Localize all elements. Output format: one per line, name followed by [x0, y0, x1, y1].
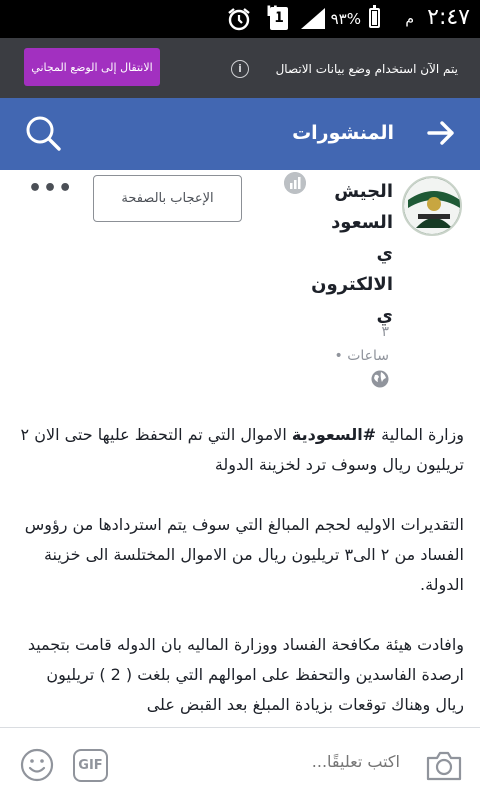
battery-percent: ٩٣%	[330, 10, 361, 28]
page-name-line: السعود	[331, 212, 393, 233]
app-header	[0, 98, 480, 170]
signal-icon	[301, 8, 325, 29]
avatar[interactable]	[402, 176, 462, 236]
page-name-line: ي	[376, 305, 393, 326]
post-timestamp[interactable]	[319, 320, 389, 368]
more-icon[interactable]: •••	[28, 176, 74, 201]
post-body	[18, 420, 464, 750]
battery-icon	[369, 8, 380, 28]
camera-icon[interactable]	[425, 748, 463, 782]
comment-bar	[0, 727, 480, 800]
gif-icon[interactable]: GIF	[73, 749, 108, 782]
page-title: المنشورات	[292, 122, 394, 144]
back-arrow-icon[interactable]	[426, 118, 456, 148]
comment-input[interactable]	[290, 752, 400, 771]
hashtag-link[interactable]: #السعودية	[291, 425, 377, 444]
avatar-emblem	[404, 178, 462, 236]
post-text: وزارة المالية	[376, 425, 464, 444]
emoji-icon[interactable]	[20, 748, 54, 782]
post-time-line: ساعات •	[334, 348, 389, 364]
alarm-icon	[226, 6, 252, 32]
page-name-line: الجيش	[334, 181, 393, 202]
data-mode-message: يتم الآن استخدام وضع بيانات الاتصال	[275, 62, 458, 76]
switch-to-free-mode-button[interactable]: الانتقال إلى الوضع المجاني	[24, 48, 160, 86]
data-mode-banner	[0, 38, 480, 98]
like-page-button[interactable]: الإعجاب بالصفحة	[93, 175, 242, 222]
page-name[interactable]	[305, 176, 393, 331]
status-bar	[0, 0, 480, 38]
post-paragraph	[18, 420, 464, 480]
post-text: الاموال التي تم التحفظ عليها حتى الان ٢ تريليون ريال وسوف ترد لخزينة الدولة	[20, 425, 464, 474]
globe-icon	[371, 370, 389, 388]
post-paragraph: وافادت هيئة مكافحة الفساد ووزارة الماليه بان الدوله قامت بتجميد ارصدة الفاسدين والتحفظ على اموالهم التي بلغت ( 2 ) تريليون ريال وهناك توقعات بزيادة المبلغ بعد القبض على	[27, 635, 464, 714]
search-icon[interactable]	[24, 114, 62, 152]
status-am-pm: م	[405, 11, 414, 27]
sim-slot-badge: 1	[270, 7, 288, 30]
info-icon[interactable]: i	[231, 60, 249, 78]
page-name-line: الالكترون	[311, 274, 393, 295]
page-name-line: ي	[376, 243, 393, 264]
post-paragraph: التقديرات الاوليه لحجم المبالغ التي سوف يتم استردادها من رؤوس الفساد من ٢ الى٣ تريليون ريال من الاموال المختلسة الى خزينة الدولة.	[24, 515, 464, 594]
status-time: ٢:٤٧	[427, 5, 470, 30]
network-type: H	[266, 4, 278, 20]
post-time-line: ٣	[381, 324, 389, 340]
insights-icon[interactable]	[284, 172, 306, 194]
